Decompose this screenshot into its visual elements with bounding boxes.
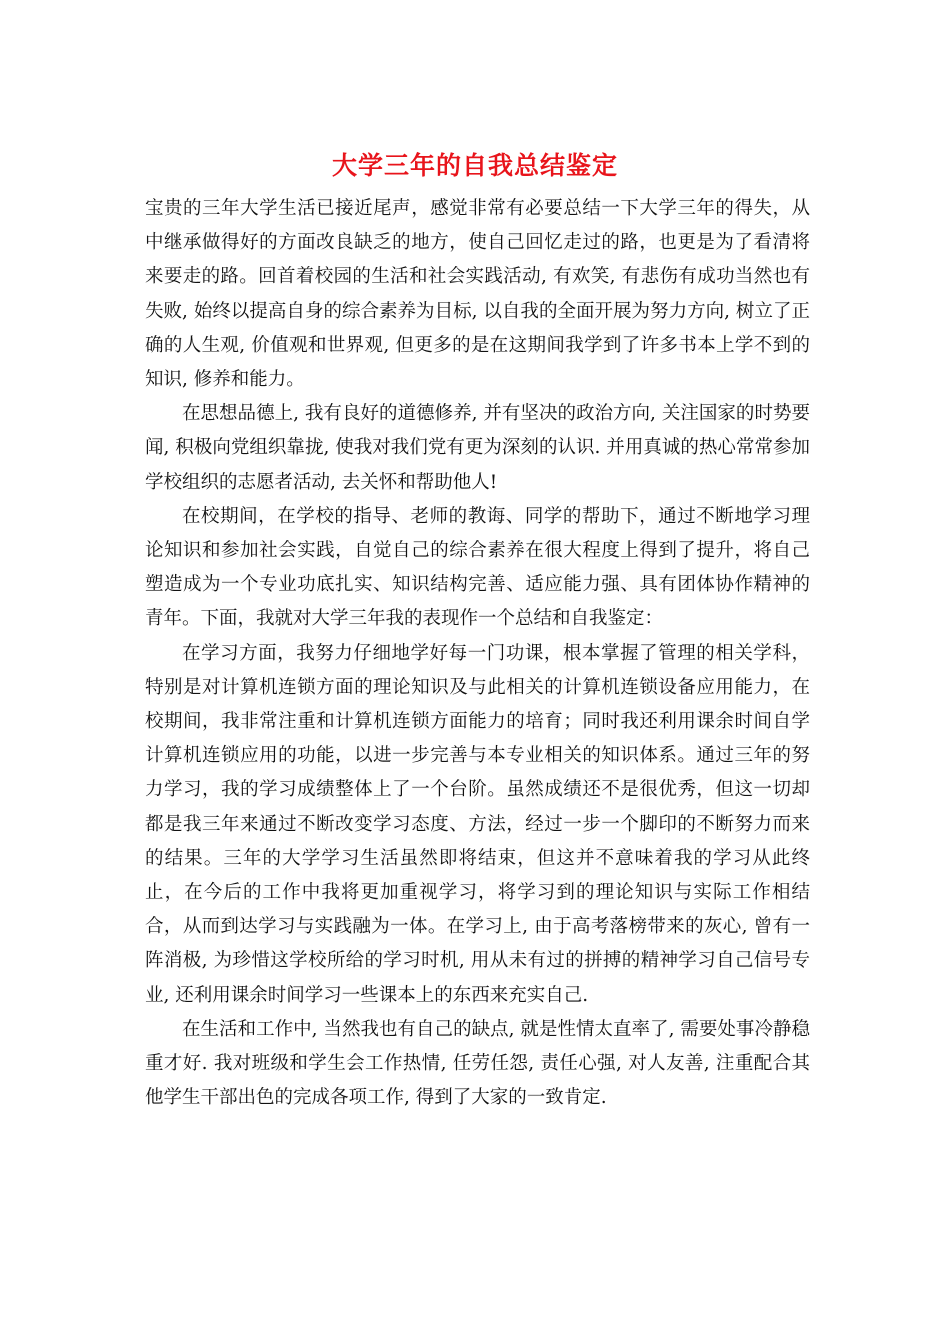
paragraph-life-work: 在生活和工作中, 当然我也有自己的缺点, 就是性情太直率了, 需要处事冷静稳重才好. 我对班级和学生会工作热情, 任劳任怨, 责任心强, 对人友善, 注重配合其他学生干部出色的完成各项工作, 得到了大家的一致肯定. [145, 1018, 810, 1109]
document-title: 大学三年的自我总结鉴定 [331, 151, 618, 180]
document-body [145, 192, 810, 1115]
paragraph-campus: 在校期间，在学校的指导、老师的教诲、同学的帮助下，通过不断地学习理论知识和参加社会实践，自觉自己的综合素养在很大程度上得到了提升，将自己塑造成为一个专业功底扎实、知识结构完善、适应能力强、具有团体协作精神的青年。下面，我就对大学三年我的表现作一个总结和自我鉴定： [145, 505, 810, 630]
paragraph-intro: 宝贵的三年大学生活已接近尾声，感觉非常有必要总结一下大学三年的得失，从中继承做得好的方面改良缺乏的地方，使自己回忆走过的路，也更是为了看清将来要走的路。回首着校园的生活和社会实践活动, 有欢笑, 有悲伤有成功当然也有失败, 始终以提高自身的综合素养为目标, 以自我的全面开展为努力方向, 树立了正确的人生观, 价值观和世界观, 但更多的是在这期间我学到了许多书本上学不到的知识, 修养和能力。 [145, 198, 810, 391]
paragraph-study: 在学习方面，我努力仔细地学好每一门功课，根本掌握了管理的相关学科，特别是对计算机连锁方面的理论知识及与此相关的计算机连锁设备应用能力，在校期间，我非常注重和计算机连锁方面能力的培育；同时我还利用课余时间自学计算机连锁应用的功能，以进一步完善与本专业相关的知识体系。通过三年的努力学习，我的学习成绩整体上了一个台阶。虽然成绩还不是很优秀，但这一切却都是我三年来通过不断改变学习态度、方法，经过一步一个脚印的不断努力而来的结果。三年的大学学习生活虽然即将结束，但这并不意味着我的学习从此终止，在今后的工作中我将更加重视学习，将学习到的理论知识与实际工作相结合，从而到达学习与实践融为一体。在学习上, 由于高考落榜带来的灰心, 曾有一阵消极, 为珍惜这学校所给的学习时机, 用从未有过的拼搏的精神学习自己信号专业, 还利用课余时间学习一些课本上的东西来充实自己. [145, 642, 810, 1006]
paragraph-moral: 在思想品德上, 我有良好的道德修养, 并有坚决的政治方向, 关注国家的时势要闻, 积极向党组织靠拢, 使我对我们党有更为深刻的认识. 并用真诚的热心常常参加学校组织的志愿者活动, 去关怀和帮助他人! [145, 403, 810, 493]
